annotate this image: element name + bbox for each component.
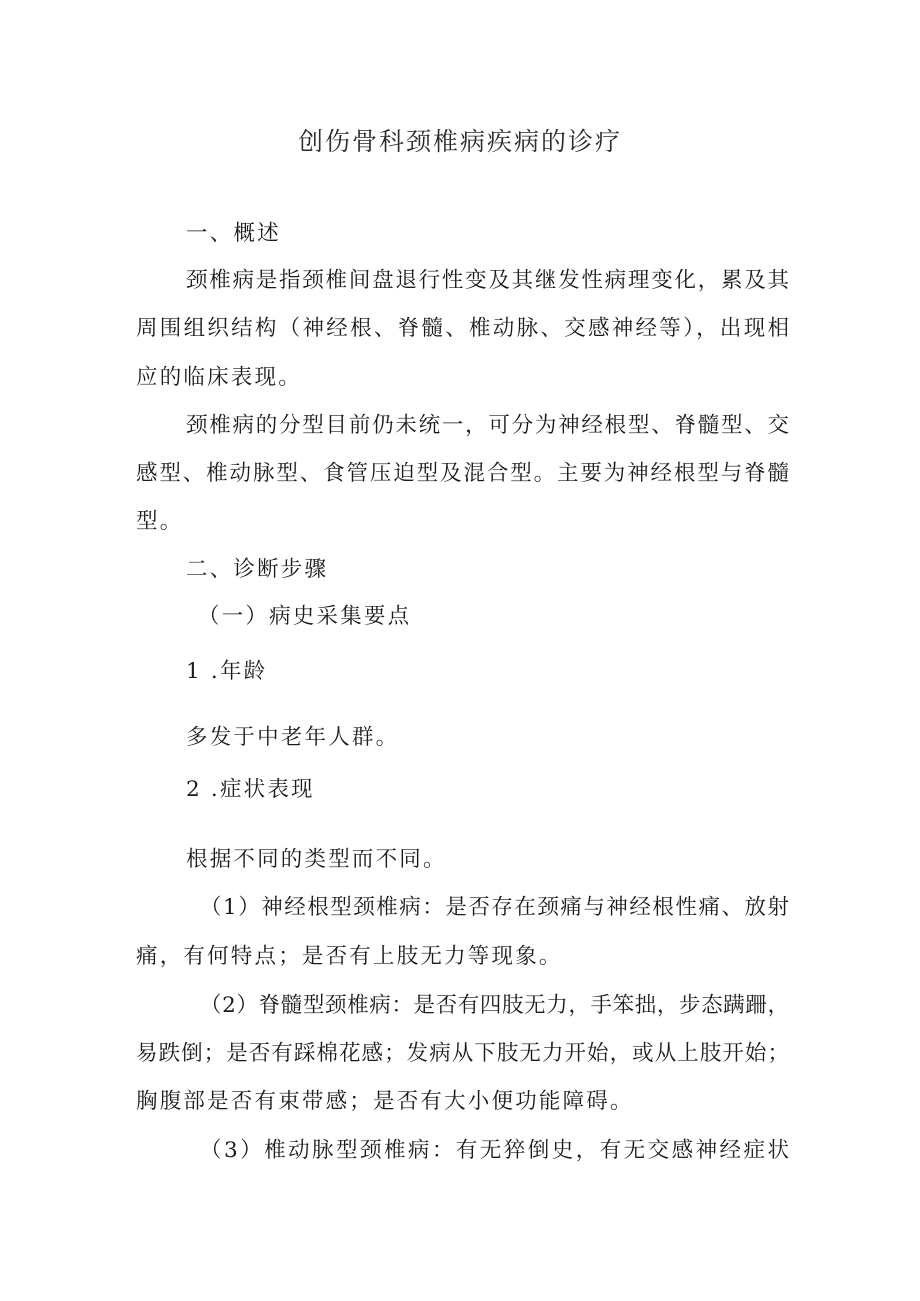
item-heading: 2 .症状表现 bbox=[186, 777, 315, 802]
paragraph-line: 型。 bbox=[136, 509, 184, 534]
paragraph-line: 应的临床表现。 bbox=[136, 365, 302, 390]
item-heading: 1 .年龄 bbox=[186, 659, 268, 684]
symptom-line: （1）神经根型颈椎病：是否存在颈痛与神经根性痛、放射 bbox=[200, 895, 789, 920]
subsection-heading: （一）病史采集要点 bbox=[198, 604, 412, 629]
section-heading-overview: 一、概述 bbox=[186, 221, 281, 246]
symptom-line: 胸腹部是否有束带感；是否有大小便功能障碍。 bbox=[136, 1089, 634, 1114]
page-title: 创伤骨科颈椎病疾病的诊疗 bbox=[297, 127, 622, 156]
paragraph-line: 颈椎病的分型目前仍未统一，可分为神经根型、脊髓型、交 bbox=[186, 413, 789, 438]
symptom-line: （2）脊髓型颈椎病：是否有四肢无力，手笨拙，步态蹒跚， bbox=[200, 993, 789, 1018]
item-text: 根据不同的类型而不同。 bbox=[186, 847, 447, 872]
paragraph-line: 感型、椎动脉型、食管压迫型及混合型。主要为神经根型与脊髓 bbox=[136, 461, 789, 486]
symptom-line: （3）椎动脉型颈椎病：有无猝倒史，有无交感神经症状 bbox=[200, 1138, 789, 1163]
section-heading-diagnosis: 二、诊断步骤 bbox=[186, 557, 329, 582]
item-text: 多发于中老年人群。 bbox=[186, 725, 400, 750]
symptom-line: 痛，有何特点；是否有上肢无力等现象。 bbox=[136, 944, 563, 969]
symptom-line: 易跌倒；是否有踩棉花感；发病从下肢无力开始，或从上肢开始； bbox=[136, 1041, 789, 1066]
paragraph-line: 周围组织结构（神经根、脊髓、椎动脉、交感神经等），出现相 bbox=[136, 316, 789, 341]
paragraph-line: 颈椎病是指颈椎间盘退行性变及其继发性病理变化，累及其 bbox=[186, 268, 789, 293]
